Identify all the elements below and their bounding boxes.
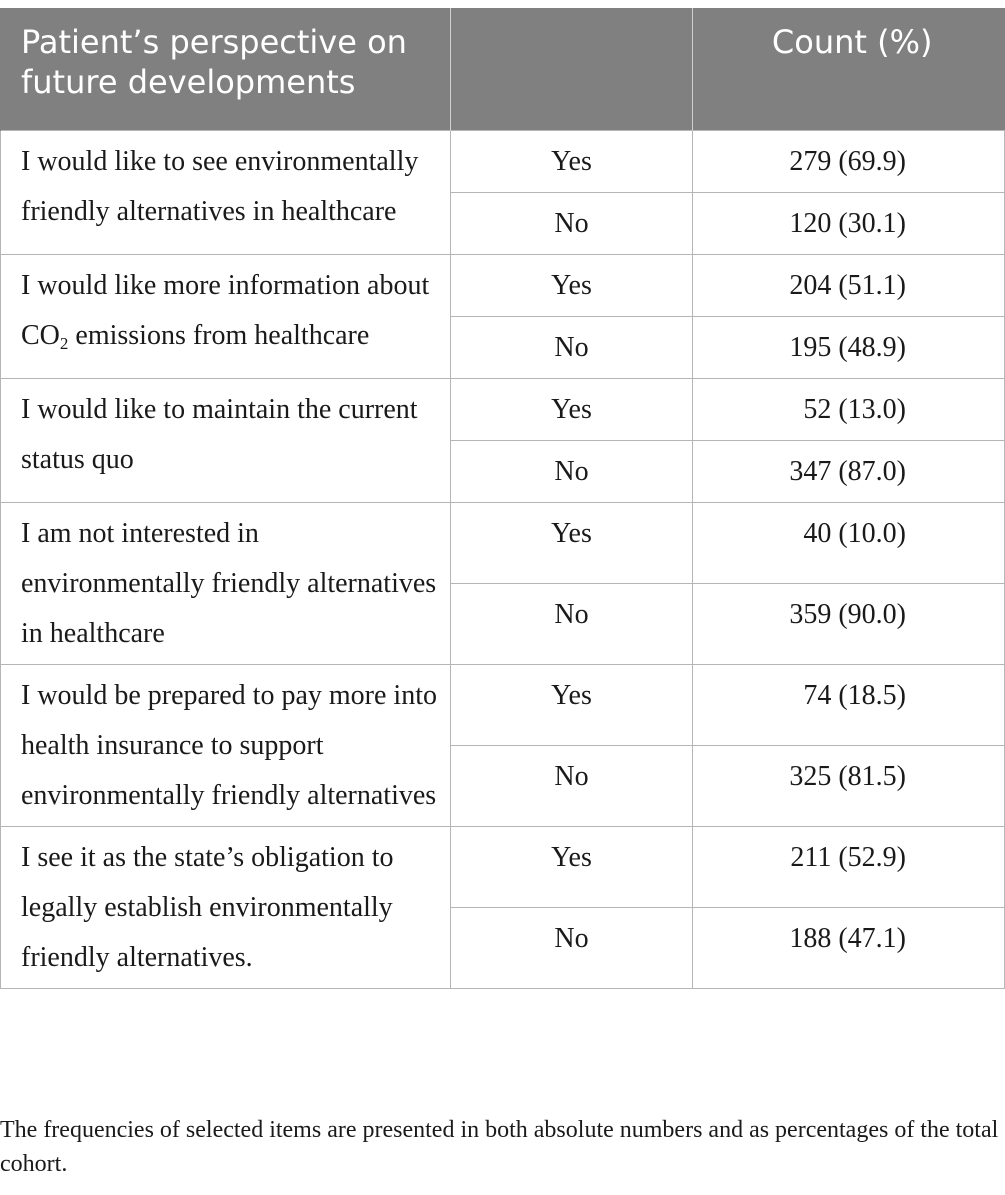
- header-perspective: Patient’s perspective on future developments: [1, 8, 451, 130]
- count-yes: 279 (69.9): [693, 130, 1005, 192]
- answer-no: No: [451, 907, 693, 988]
- statement-subscript: 2: [59, 333, 69, 353]
- statement-cell: [1, 664, 451, 826]
- statement-cell: [1, 254, 451, 378]
- count-no: 120 (30.1): [693, 192, 1005, 254]
- count-no: 359 (90.0): [693, 583, 1005, 664]
- count-no: 347 (87.0): [693, 440, 1005, 502]
- answer-yes: Yes: [451, 130, 693, 192]
- header-answer: [451, 8, 693, 130]
- count-yes: 204 (51.1): [693, 254, 1005, 316]
- survey-results-table: [0, 8, 1005, 989]
- answer-yes: Yes: [451, 664, 693, 745]
- header-count: Count (%): [693, 8, 1005, 130]
- answer-yes: Yes: [451, 826, 693, 907]
- count-yes: 74 (18.5): [693, 664, 1005, 745]
- count-no: 325 (81.5): [693, 745, 1005, 826]
- statement-text: I would like more information about CO: [21, 269, 430, 351]
- statement-cell: [1, 378, 451, 502]
- answer-no: No: [451, 745, 693, 826]
- count-yes: 52 (13.0): [693, 378, 1005, 440]
- answer-no: No: [451, 192, 693, 254]
- table-row: [1, 130, 1005, 192]
- statement-text: I would like to see environmentally friendly alternatives in healthcare: [21, 145, 419, 227]
- statement-text: I would like to maintain the current status quo: [21, 393, 418, 475]
- statement-cell: [1, 502, 451, 664]
- count-yes: 211 (52.9): [693, 826, 1005, 907]
- statement-cell: [1, 826, 451, 988]
- statement-cell: [1, 130, 451, 254]
- table-row: [1, 826, 1005, 907]
- table-row: [1, 664, 1005, 745]
- answer-no: No: [451, 316, 693, 378]
- header-row: [1, 8, 1005, 130]
- statement-text: I would be prepared to pay more into health insurance to support environmentally friendly alternatives: [21, 679, 437, 811]
- statement-text-cont: emissions from healthcare: [68, 319, 370, 351]
- table-row: [1, 378, 1005, 440]
- answer-yes: Yes: [451, 254, 693, 316]
- answer-yes: Yes: [451, 502, 693, 583]
- answer-no: No: [451, 583, 693, 664]
- answer-yes: Yes: [451, 378, 693, 440]
- table-footnote: The frequencies of selected items are presented in both absolute numbers and as percentages of the total cohort.: [0, 1117, 999, 1177]
- count-yes: 40 (10.0): [693, 502, 1005, 583]
- statement-text: I see it as the state’s obligation to legally establish environmentally friendly alternatives.: [21, 841, 394, 973]
- count-no: 188 (47.1): [693, 907, 1005, 988]
- table-row: [1, 502, 1005, 583]
- answer-no: No: [451, 440, 693, 502]
- statement-text: I am not interested in environmentally friendly alternatives in healthcare: [21, 517, 437, 649]
- table-row: [1, 254, 1005, 316]
- count-no: 195 (48.9): [693, 316, 1005, 378]
